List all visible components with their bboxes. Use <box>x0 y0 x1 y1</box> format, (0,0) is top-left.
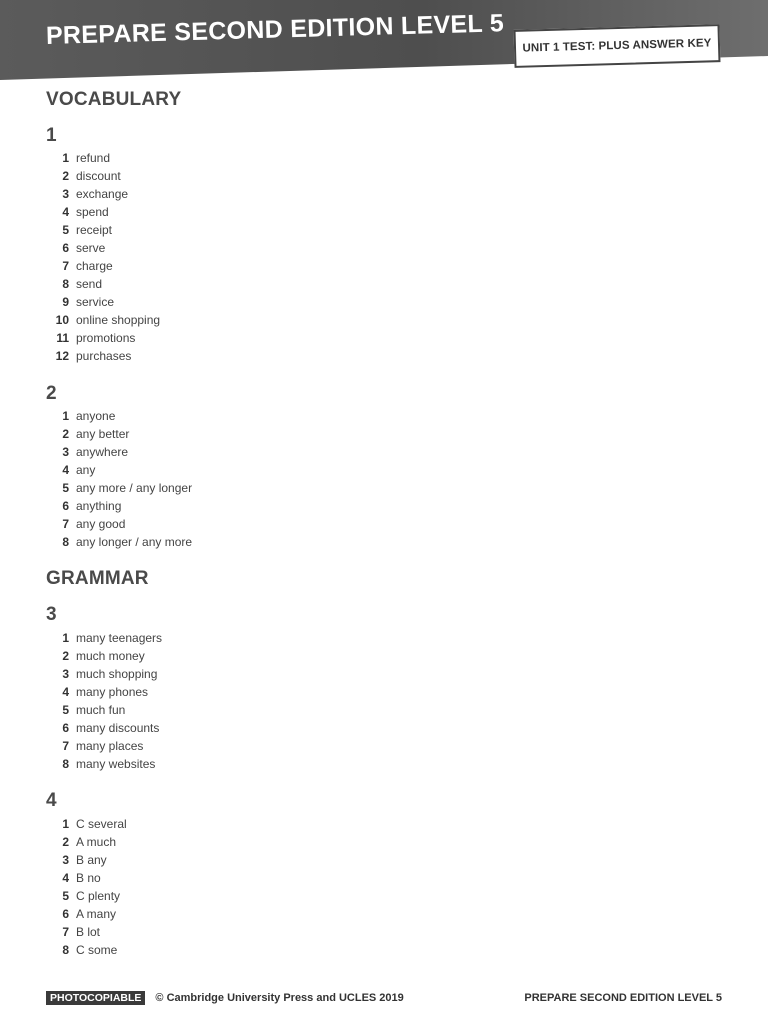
unit-test-badge: UNIT 1 TEST: PLUS ANSWER KEY <box>514 24 721 68</box>
answer-item <box>46 665 346 683</box>
answer-list <box>46 815 346 959</box>
answer-text: C several <box>76 817 127 831</box>
answer-number: 8 <box>62 277 69 291</box>
answer-number: 1 <box>62 409 69 423</box>
section-heading-vocabulary: VOCABULARY <box>46 89 182 110</box>
answer-text: exchange <box>76 187 129 201</box>
answer-item <box>46 311 346 329</box>
answer-text: many websites <box>76 757 156 771</box>
answer-number: 3 <box>62 667 69 681</box>
answer-text: refund <box>76 151 111 165</box>
answer-text: many phones <box>76 685 149 699</box>
answer-text: discount <box>76 169 121 183</box>
answer-text: C some <box>76 943 118 957</box>
answer-number: 10 <box>55 313 69 327</box>
exercise-number: 2 <box>46 383 57 404</box>
answer-text: much fun <box>76 703 126 717</box>
answer-item <box>46 149 346 167</box>
answer-item <box>46 923 346 941</box>
answer-item <box>46 479 346 497</box>
answer-number: 2 <box>62 427 69 441</box>
answer-number: 11 <box>56 331 69 345</box>
answer-number: 2 <box>62 169 69 183</box>
answer-number: 5 <box>62 889 69 903</box>
answer-list <box>46 629 346 773</box>
answer-text: serve <box>76 241 106 255</box>
answer-number: 1 <box>62 631 69 645</box>
photocopiable-label: PHOTOCOPIABLE <box>46 991 145 1005</box>
answer-item <box>46 203 346 221</box>
exercise-number: 4 <box>46 790 57 811</box>
answer-item <box>46 755 346 773</box>
answer-text: charge <box>76 259 113 273</box>
answer-item <box>46 833 346 851</box>
answer-text: much shopping <box>76 667 158 681</box>
answer-item <box>46 719 346 737</box>
answer-number: 5 <box>62 481 69 495</box>
answer-text: send <box>76 277 103 291</box>
answer-text: any better <box>76 427 130 441</box>
answer-text: any longer / any more <box>76 535 193 549</box>
answer-item <box>46 815 346 833</box>
answer-number: 7 <box>62 925 69 939</box>
answer-item <box>46 443 346 461</box>
answer-number: 3 <box>62 445 69 459</box>
answer-item <box>46 239 346 257</box>
answer-item <box>46 221 346 239</box>
answer-item <box>46 497 346 515</box>
answer-item <box>46 515 346 533</box>
section-heading-grammar: GRAMMAR <box>46 568 149 589</box>
answer-item <box>46 887 346 905</box>
answer-item <box>46 257 346 275</box>
answer-item <box>46 275 346 293</box>
answer-item <box>46 293 346 311</box>
answer-number: 6 <box>62 241 69 255</box>
answer-text: B lot <box>76 925 101 939</box>
answer-text: C plenty <box>76 889 121 903</box>
answer-text: spend <box>76 205 109 219</box>
answer-item <box>46 347 346 365</box>
answer-text: receipt <box>76 223 113 237</box>
answer-text: A many <box>76 907 117 921</box>
answer-text: many discounts <box>76 721 160 735</box>
answer-number: 6 <box>62 499 69 513</box>
answer-item <box>46 185 346 203</box>
answer-item <box>46 701 346 719</box>
answer-number: 4 <box>62 205 69 219</box>
answer-text: B any <box>76 853 107 867</box>
answer-text: much money <box>76 649 145 663</box>
answer-number: 2 <box>62 835 69 849</box>
answer-number: 5 <box>62 703 69 717</box>
answer-text: any more / any longer <box>76 481 193 495</box>
page-footer <box>46 990 722 1006</box>
answer-text: anything <box>76 499 122 513</box>
exercise-number: 3 <box>46 604 57 625</box>
answer-number: 8 <box>62 943 69 957</box>
answer-item <box>46 461 346 479</box>
answer-number: 6 <box>62 721 69 735</box>
answer-text: A much <box>76 835 117 849</box>
answer-number: 3 <box>62 853 69 867</box>
answer-item <box>46 905 346 923</box>
answer-item <box>46 851 346 869</box>
answer-item <box>46 683 346 701</box>
answer-number: 5 <box>62 223 69 237</box>
answer-number: 3 <box>62 187 69 201</box>
answer-text: many teenagers <box>76 631 163 645</box>
answer-number: 4 <box>62 685 69 699</box>
exercise-number: 1 <box>46 125 57 146</box>
answer-text: online shopping <box>76 313 161 327</box>
answer-number: 7 <box>62 739 69 753</box>
page-title: PREPARE SECOND EDITION LEVEL 5 <box>45 9 505 50</box>
answer-item <box>46 407 346 425</box>
answer-number: 4 <box>62 871 69 885</box>
answer-list <box>46 407 346 551</box>
answer-number: 12 <box>55 349 69 363</box>
answer-item <box>46 941 346 959</box>
answer-number: 7 <box>62 517 69 531</box>
answer-item <box>46 737 346 755</box>
answer-number: 1 <box>62 151 69 165</box>
answer-text: B no <box>76 871 101 885</box>
answer-list <box>46 149 346 365</box>
answer-text: anywhere <box>76 445 129 459</box>
footer-title: PREPARE SECOND EDITION LEVEL 5 <box>524 992 722 1004</box>
answer-text: purchases <box>76 349 132 363</box>
answer-text: any <box>76 463 96 477</box>
answer-item <box>46 869 346 887</box>
answer-number: 2 <box>62 649 69 663</box>
answer-item <box>46 167 346 185</box>
answer-number: 8 <box>62 535 69 549</box>
answer-text: anyone <box>76 409 116 423</box>
answer-number: 6 <box>62 907 69 921</box>
copyright-notice: © Cambridge University Press and UCLES 2019 <box>155 992 404 1004</box>
answer-number: 9 <box>62 295 69 309</box>
answer-text: any good <box>76 517 126 531</box>
answer-number: 4 <box>62 463 69 477</box>
answer-item <box>46 647 346 665</box>
answer-item <box>46 329 346 347</box>
answer-item <box>46 533 346 551</box>
answer-number: 1 <box>62 817 69 831</box>
answer-item <box>46 425 346 443</box>
answer-text: promotions <box>76 331 136 345</box>
answer-number: 7 <box>62 259 69 273</box>
answer-text: many places <box>76 739 144 753</box>
answer-number: 8 <box>62 757 69 771</box>
answer-item <box>46 629 346 647</box>
answer-text: service <box>76 295 115 309</box>
